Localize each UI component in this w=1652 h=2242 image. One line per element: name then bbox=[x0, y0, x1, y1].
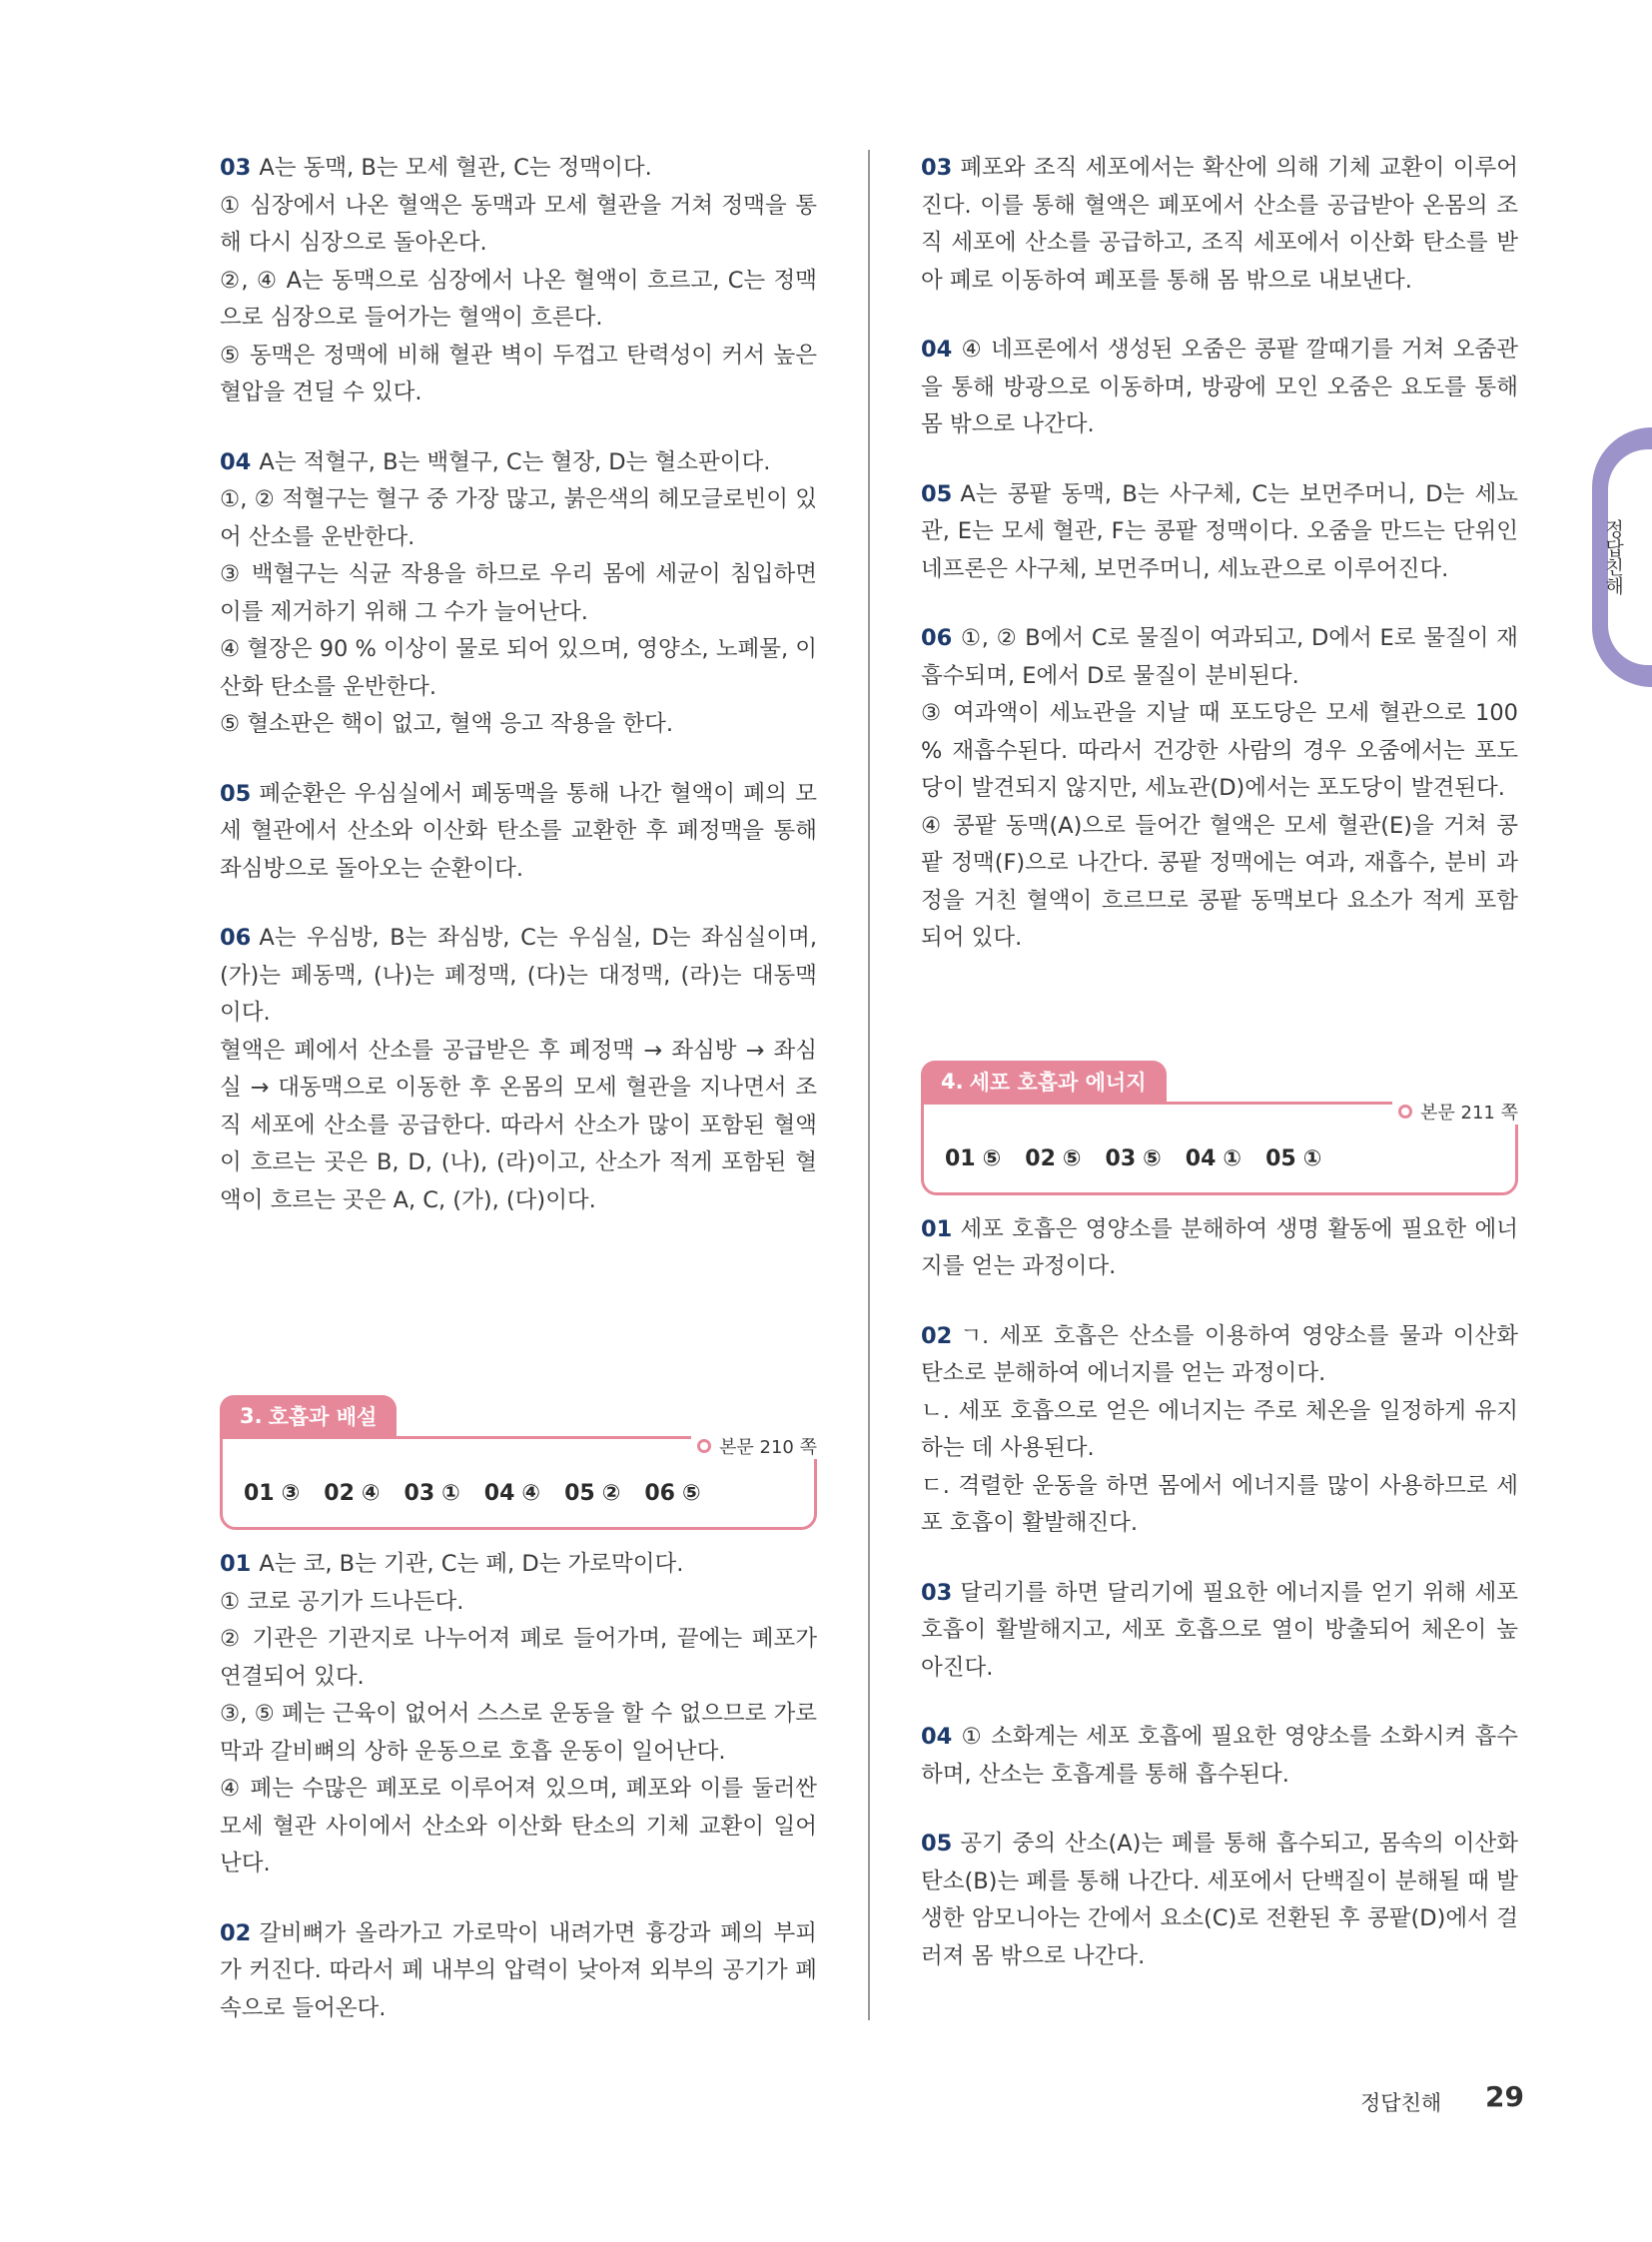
explanation-line: ④ 콩팥 동맥(A)으로 들어간 혈액은 모세 혈관(E)을 거쳐 콩팥 정맥(F)으로 나간다. 콩팥 정맥에는 여과, 재흡수, 분비 과정을 거친 혈액이 흐르므로 콩팥 동맥보다 요소가 적게 포함되어 있다. bbox=[921, 812, 1518, 951]
answer-right-s4-05 bbox=[921, 1826, 1518, 1975]
explanation-line: ① 코로 공기가 드나든다. bbox=[220, 1588, 464, 1615]
column-divider bbox=[868, 150, 870, 2020]
footer-label: 정답친해 bbox=[1360, 2091, 1442, 2115]
explanation-line: A는 코, B는 기관, C는 폐, D는 가로막이다. bbox=[259, 1551, 684, 1577]
answer-right-s4-04 bbox=[921, 1719, 1518, 1794]
question-number: 03 bbox=[921, 155, 953, 181]
answer-right-03 bbox=[921, 150, 1518, 300]
question-number: 06 bbox=[220, 925, 252, 951]
explanation-line: ② 기관은 기관지로 나누어져 폐로 들어가며, 끝에는 폐포가 연결되어 있다. bbox=[220, 1626, 817, 1690]
answer-item: 06 ⑤ bbox=[644, 1481, 701, 1506]
page-number: 29 bbox=[1485, 2080, 1524, 2113]
answer-left-s3-02 bbox=[220, 1915, 817, 2028]
question-number: 01 bbox=[921, 1215, 953, 1242]
explanation-line: ①, ② B에서 C로 물질이 여과되고, D에서 E로 물질이 재흡수되며, E에서 D로 물질이 분비된다. bbox=[921, 625, 1518, 689]
answer-right-06 bbox=[921, 620, 1518, 958]
explanation-line: ④ 혈장은 90 % 이상이 물로 되어 있으며, 영양소, 노폐물, 이산화 탄소를 운반한다. bbox=[220, 636, 817, 700]
left-column bbox=[220, 150, 817, 2027]
question-number: 06 bbox=[921, 625, 953, 651]
answer-item: 03 ① bbox=[404, 1481, 460, 1506]
section-number: 3. bbox=[240, 1404, 263, 1428]
explanation-line: ②, ④ A는 동맥으로 심장에서 나온 혈액이 흐르고, C는 정맥으로 심장으로 들어가는 혈액이 흐른다. bbox=[220, 267, 817, 331]
answer-item: 01 ⑤ bbox=[945, 1145, 1002, 1171]
section-title: 호흡과 배설 bbox=[268, 1405, 378, 1429]
explanation-line: ①, ② 적혈구는 혈구 중 가장 많고, 붉은색의 헤모글로빈이 있어 산소를 운반한다. bbox=[220, 486, 817, 550]
answer-left-s3-01 bbox=[220, 1546, 817, 1883]
explanation-line: 공기 중의 산소(A)는 폐를 통해 흡수되고, 몸속의 이산화 탄소(B)는 폐를 통해 나간다. 세포에서 단백질이 분해될 때 발생한 암모니아는 간에서 요소(C)로 전환된 후 콩팥(D)에서 걸러져 몸 밖으로 나간다. bbox=[921, 1831, 1518, 1969]
section-3-answer-box bbox=[220, 1395, 817, 1528]
answer-item: 05 ① bbox=[1265, 1145, 1322, 1171]
page-reference: 본문 211 쪽 bbox=[1392, 1099, 1518, 1124]
answer-left-04 bbox=[220, 444, 817, 744]
answer-item: 02 ④ bbox=[324, 1481, 381, 1506]
answer-right-s4-02 bbox=[921, 1318, 1518, 1543]
answer-right-04 bbox=[921, 332, 1518, 444]
bullet-dot-icon bbox=[697, 1439, 711, 1453]
answer-left-06 bbox=[220, 920, 817, 1219]
explanation-line: ㄷ. 격렬한 운동을 하면 몸에서 에너지를 많이 사용하므로 세포 호흡이 활발해진다. bbox=[921, 1472, 1518, 1536]
question-number: 05 bbox=[921, 480, 953, 507]
explanation-line: 폐포와 조직 세포에서는 확산에 의해 기체 교환이 이루어진다. 이를 통해 혈액은 폐포에서 산소를 공급받아 온몸의 조직 세포에 산소를 공급하고, 조직 세포에서 이산화 탄소를 받아 폐로 이동하여 폐포를 통해 몸 밖으로 내보낸다. bbox=[921, 155, 1518, 294]
explanation-line: 갈비뼈가 올라가고 가로막이 내려가면 흉강과 폐의 부피가 커진다. 따라서 폐 내부의 압력이 낮아져 외부의 공기가 폐 속으로 들어온다. bbox=[220, 1919, 817, 2021]
explanation-line: A는 적혈구, B는 백혈구, C는 혈장, D는 혈소판이다. bbox=[259, 448, 771, 475]
answer-item: 02 ⑤ bbox=[1025, 1145, 1082, 1171]
section-4-answer-box bbox=[921, 1061, 1518, 1193]
explanation-line: ① 심장에서 나온 혈액은 동맥과 모세 혈관을 거쳐 정맥을 통해 다시 심장으로 돌아온다. bbox=[220, 192, 817, 256]
explanation-line: A는 우심방, B는 좌심방, C는 우심실, D는 좌심실이며, (가)는 폐동맥, (나)는 폐정맥, (다)는 대정맥, (라)는 대동맥이다. bbox=[220, 925, 817, 1026]
answer-item: 05 ② bbox=[564, 1481, 621, 1506]
question-number: 03 bbox=[921, 1579, 953, 1606]
answer-item: 04 ④ bbox=[483, 1481, 541, 1506]
answer-item: 01 ③ bbox=[244, 1481, 301, 1506]
question-number: 04 bbox=[220, 448, 252, 475]
explanation-line: A는 동맥, B는 모세 혈관, C는 정맥이다. bbox=[259, 155, 652, 181]
question-number: 03 bbox=[220, 155, 252, 181]
explanation-line: 혈액은 폐에서 산소를 공급받은 후 폐정맥 → 좌심방 → 좌심실 → 대동맥으로 이동한 후 온몸의 모세 혈관을 지나면서 조직 세포에 산소를 공급한다. 따라서 산소가 많이 포함된 혈액이 흐르는 곳은 B, D, (나), (라)이고, 산소가 적게 포함된 혈액이 흐르는 곳은 A, C, (가), (다)이다. bbox=[220, 1037, 817, 1213]
explanation-line: ㄱ. 세포 호흡은 산소를 이용하여 영양소를 물과 이산화 탄소로 분해하여 에너지를 얻는 과정이다. bbox=[921, 1322, 1518, 1386]
answer-item: 04 ① bbox=[1185, 1145, 1242, 1171]
explanation-line: 달리기를 하면 달리기에 필요한 에너지를 얻기 위해 세포 호흡이 활발해지고, 세포 호흡으로 열이 방출되어 체온이 높아진다. bbox=[921, 1579, 1518, 1681]
answer-left-05 bbox=[220, 776, 817, 889]
explanation-line: ③, ⑤ 폐는 근육이 없어서 스스로 운동을 할 수 없으므로 가로막과 갈비뼈의 상하 운동으로 호흡 운동이 일어난다. bbox=[220, 1701, 817, 1765]
section-number: 4. bbox=[941, 1069, 964, 1094]
answer-item: 03 ⑤ bbox=[1105, 1145, 1162, 1171]
explanation-line: ① 소화계는 세포 호흡에 필요한 영양소를 소화시켜 흡수하며, 산소는 호흡계를 통해 흡수된다. bbox=[921, 1724, 1518, 1788]
section-title: 세포 호흡과 에너지 bbox=[969, 1070, 1147, 1095]
explanation-line: ③ 여과액이 세뇨관을 지날 때 포도당은 모세 혈관으로 100 % 재흡수된다. 따라서 건강한 사람의 경우 오줌에서는 포도당이 발견되지 않지만, 세뇨관(D)에서는 포도당이 발견된다. bbox=[921, 700, 1518, 801]
explanation-line: ⑤ 혈소판은 핵이 없고, 혈액 응고 작용을 한다. bbox=[220, 711, 674, 737]
explanation-line: A는 콩팥 동맥, B는 사구체, C는 보먼주머니, D는 세뇨관, E는 모세 혈관, F는 콩팥 정맥이다. 오줌을 만드는 단위인 네프론은 사구체, 보먼주머니, 세뇨관으로 이루어진다. bbox=[921, 480, 1518, 582]
answer-right-05 bbox=[921, 476, 1518, 589]
explanation-line: ㄴ. 세포 호흡으로 얻은 에너지는 주로 체온을 일정하게 유지하는 데 사용된다. bbox=[921, 1397, 1518, 1461]
page-reference: 본문 210 쪽 bbox=[691, 1433, 817, 1459]
question-number: 05 bbox=[921, 1831, 953, 1857]
answer-right-s4-01 bbox=[921, 1211, 1518, 1286]
explanation-line: 폐순환은 우심실에서 폐동맥을 통해 나간 혈액이 폐의 모세 혈관에서 산소와 이산화 탄소를 교환한 후 폐정맥을 통해 좌심방으로 돌아오는 순환이다. bbox=[220, 780, 817, 882]
question-number: 02 bbox=[921, 1322, 953, 1349]
explanation-line: ④ 네프론에서 생성된 오줌은 콩팥 깔때기를 거쳐 오줌관을 통해 방광으로 이동하며, 방광에 모인 오줌은 요도를 통해 몸 밖으로 나간다. bbox=[921, 337, 1519, 437]
question-number: 01 bbox=[220, 1551, 252, 1577]
answer-left-03 bbox=[220, 150, 817, 412]
explanation-line: ⑤ 동맥은 정맥에 비해 혈관 벽이 두껍고 탄력성이 커서 높은 혈압을 견딜 수 있다. bbox=[220, 342, 817, 405]
question-number: 05 bbox=[220, 780, 252, 807]
section-title-tab bbox=[220, 1395, 397, 1437]
answer-list bbox=[945, 1146, 1321, 1171]
side-tab-label: 정답친해 bbox=[1602, 519, 1624, 595]
question-number: 04 bbox=[921, 337, 953, 363]
bullet-dot-icon bbox=[1398, 1105, 1412, 1119]
right-column bbox=[921, 150, 1518, 1975]
question-number: 02 bbox=[220, 1919, 252, 1946]
section-title-tab bbox=[921, 1061, 1167, 1103]
answer-right-s4-03 bbox=[921, 1575, 1518, 1688]
question-number: 04 bbox=[921, 1724, 953, 1750]
explanation-line: ④ 폐는 수많은 폐포로 이루어져 있으며, 폐포와 이를 둘러싼 모세 혈관 사이에서 산소와 이산화 탄소의 기체 교환이 일어난다. bbox=[220, 1776, 817, 1876]
explanation-line: 세포 호흡은 영양소를 분해하여 생명 활동에 필요한 에너지를 얻는 과정이다. bbox=[921, 1215, 1518, 1279]
explanation-line: ③ 백혈구는 식균 작용을 하므로 우리 몸에 세균이 침입하면 이를 제거하기 위해 그 수가 늘어난다. bbox=[220, 561, 817, 625]
answer-list bbox=[244, 1481, 701, 1506]
